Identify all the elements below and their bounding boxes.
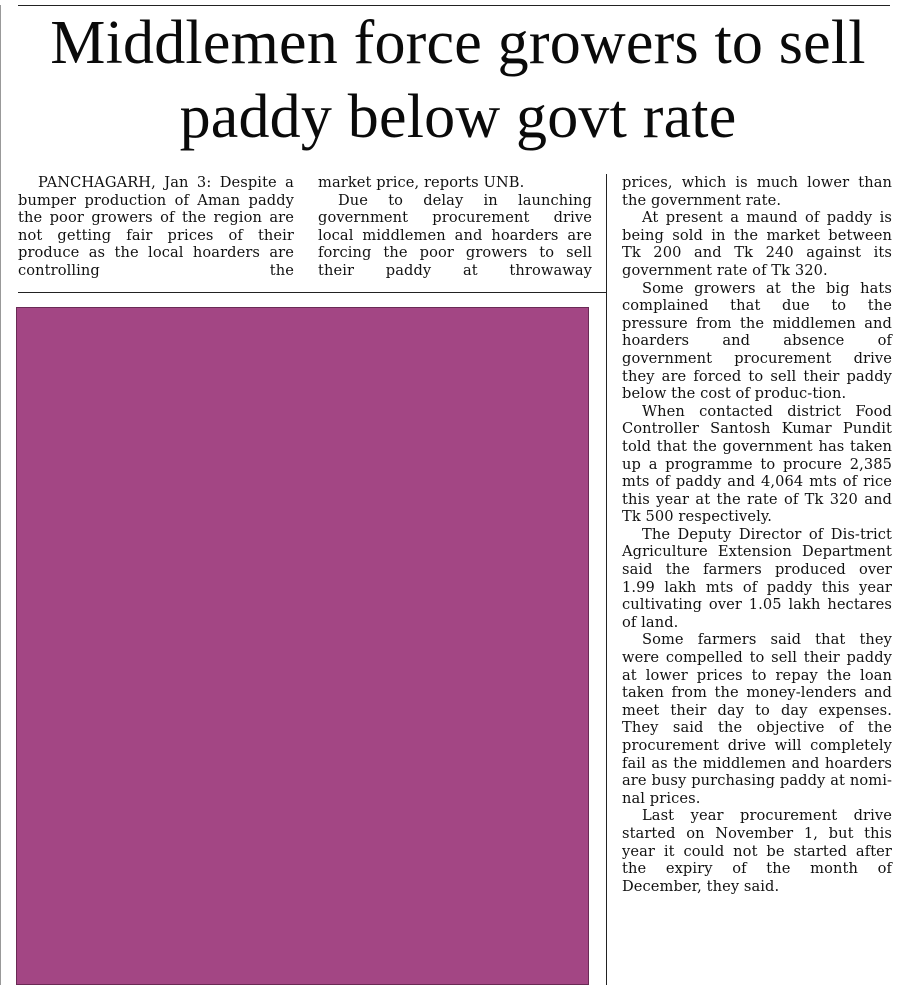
paragraph: The Deputy Director of Dis-trict Agriculture Extension Department said the farmers produced over 1.99 lakh mts of paddy this year cultivating over 1.05 lakh hectares of land. — [622, 525, 892, 631]
paragraph: Some farmers said that they were compelled to sell their paddy at lower prices to repay the loan taken from the money-lenders and meet their day to day expenses. They said the objective of the procurement drive will completely fail as the middlemen and hoarders are busy purchasing paddy at nomi-nal prices. — [622, 631, 892, 807]
article-column-3 — [622, 174, 892, 895]
paragraph: market price, reports UNB. — [318, 174, 525, 191]
paragraph: prices, which is much lower than the government rate. — [622, 174, 892, 209]
paragraph: PANCHAGARH, Jan 3: Despite a bumper production of Aman paddy the poor growers of the region are not getting fair prices of their produce as the local hoarders are controlling the — [18, 174, 294, 279]
paragraph: When contacted district Food Controller Santosh Kumar Pundit told that the government has taken up a programme to procure 2,385 mts of paddy and 4,064 mts of rice this year at the rate of Tk 320 and Tk 500 respectively. — [622, 402, 892, 526]
headline: Middlemen force growers to sell paddy below govt rate — [50, 9, 866, 151]
photo-placeholder — [16, 307, 589, 985]
column-divider-vertical — [606, 174, 607, 985]
paragraph: At present a maund of paddy is being sold in the market between Tk 200 and Tk 240 against its government rate of Tk 320. — [622, 209, 892, 279]
column-divider-horizontal — [18, 292, 606, 293]
paragraph: Last year procurement drive started on November 1, but this year it could not be started after the expiry of the month of December, they said. — [622, 807, 892, 895]
paragraph: Some growers at the big hats complained that due to the pressure from the middlemen and hoarders and absence of government procurement drive they are forced to sell their paddy below the cost of produc-tion. — [622, 279, 892, 403]
article-column-1 — [18, 174, 294, 280]
article-column-2 — [318, 174, 592, 280]
paragraph: Due to delay in launching government procurement drive local middlemen and hoarders are forcing the poor growers to sell their paddy at throwaway — [318, 191, 592, 279]
